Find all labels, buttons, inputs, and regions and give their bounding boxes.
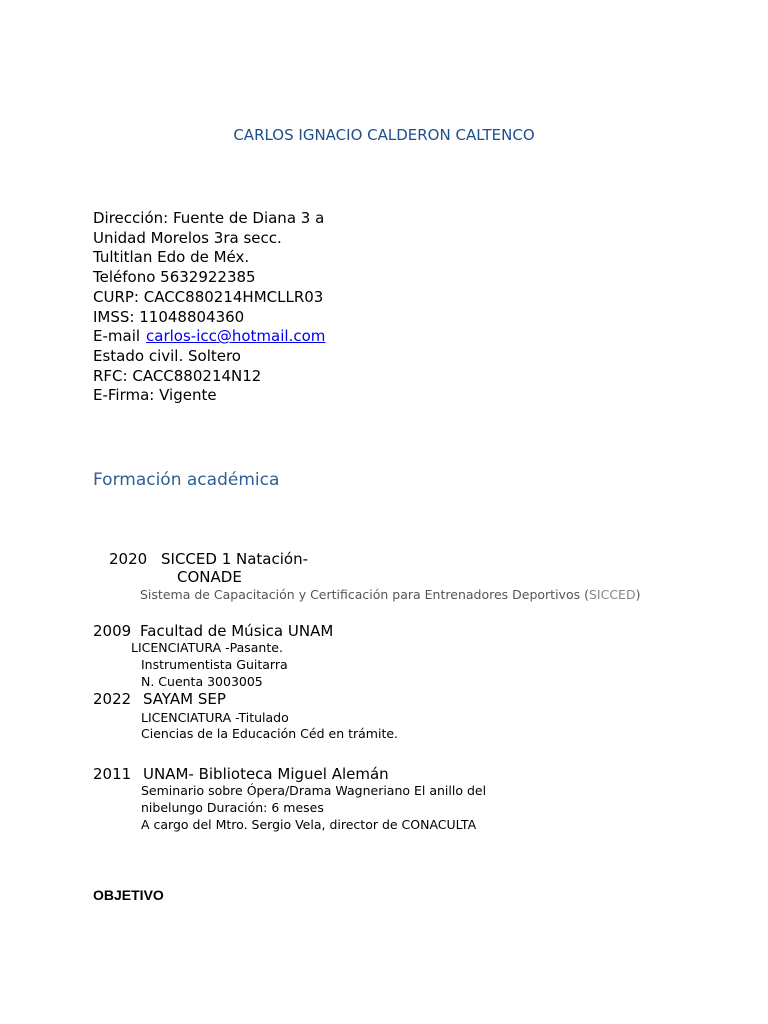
- curp: CURP: CACC880214HMCLLR03: [93, 287, 324, 306]
- cv-name: CARLOS IGNACIO CALDERON CALTENCO: [233, 126, 535, 144]
- contact-block: [93, 209, 325, 406]
- section-heading-objective: OBJETIVO: [93, 887, 164, 903]
- address-line-2: Unidad Morelos 3ra secc.: [93, 228, 282, 247]
- edu-1-year: 2020: [109, 550, 148, 568]
- email-link[interactable]: carlos-icc@hotmail.com: [146, 327, 326, 346]
- address-line-1: Dirección: Fuente de Diana 3 a: [93, 209, 325, 227]
- edu-3-detail-2: Ciencias de la Educación Céd en trámite.: [141, 726, 399, 741]
- edu-1-title-cont: CONADE: [177, 568, 242, 586]
- rfc: RFC: CACC880214N12: [93, 366, 262, 385]
- email-row: [93, 327, 325, 347]
- edu-4-year: 2011: [93, 765, 132, 783]
- edu-3-year: 2022: [93, 690, 132, 708]
- edu-2-title: Facultad de Música UNAM: [140, 622, 334, 640]
- phone: Teléfono 5632922385: [93, 268, 256, 287]
- efirma: E-Firma: Vigente: [93, 386, 217, 405]
- edu-4-title: UNAM- Biblioteca Miguel Alemán: [143, 765, 389, 783]
- edu-2-detail-1: LICENCIATURA -Pasante.: [131, 640, 283, 655]
- edu-3-detail-1: LICENCIATURA -Titulado: [141, 710, 289, 725]
- edu-1-title: SICCED 1 Natación-: [161, 550, 308, 568]
- edu-2-detail-3: N. Cuenta 3003005: [141, 674, 263, 689]
- email-label: E-mail: [93, 327, 141, 346]
- address-line-3: Tultitlan Edo de Méx.: [93, 248, 250, 267]
- edu-4-detail-1: Seminario sobre Ópera/Drama Wagneriano El anillo del: [141, 783, 487, 798]
- edu-2-detail-2: Instrumentista Guitarra: [141, 657, 288, 672]
- edu-4-detail-2: nibelungo Duración: 6 meses: [141, 800, 324, 815]
- civil-status: Estado civil. Soltero: [93, 346, 241, 365]
- edu-1-description: Sistema de Capacitación y Certificación para Entrenadores Deportivos (SICCED): [140, 587, 641, 602]
- edu-4-detail-3: A cargo del Mtro. Sergio Vela, director de CONACULTA: [141, 817, 477, 832]
- edu-3-title: SAYAM SEP: [143, 690, 226, 708]
- section-heading-education: Formación académica: [93, 470, 280, 490]
- edu-2-year: 2009: [93, 622, 132, 640]
- imss: IMSS: 11048804360: [93, 307, 245, 326]
